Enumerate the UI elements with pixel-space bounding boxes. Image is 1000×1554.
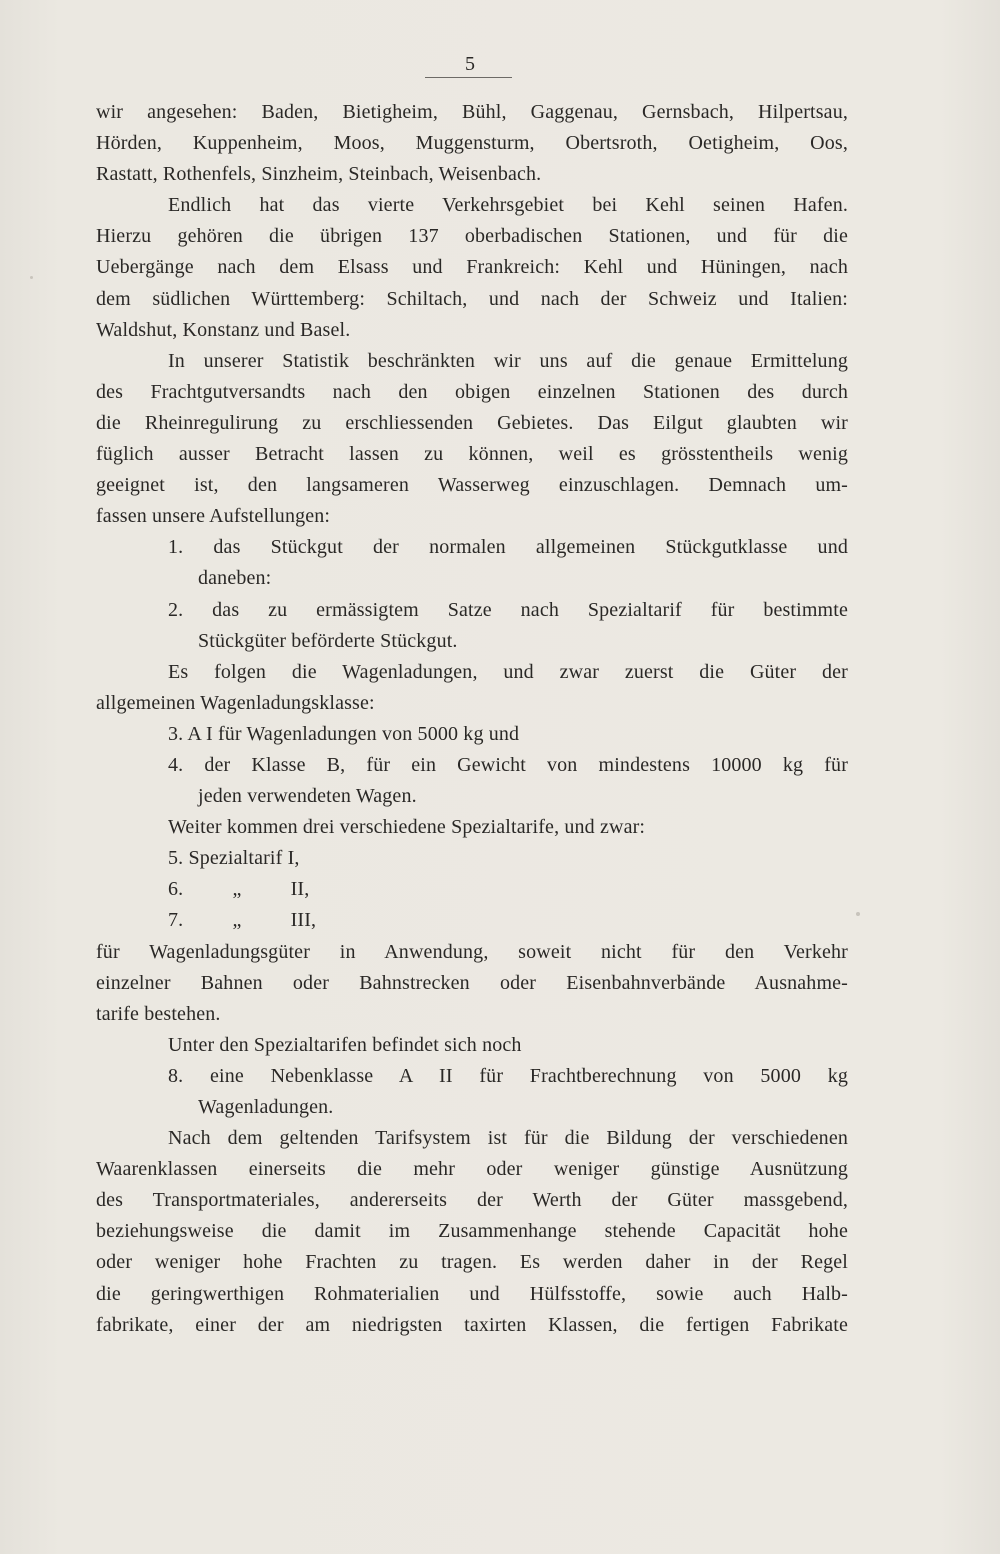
- list-item-line: 4. der Klasse B, für ein Gewicht von mindestens 10000 kg für: [168, 753, 848, 776]
- text-line: wir angesehen: Baden, Bietigheim, Bühl, Gaggenau, Gernsbach, Hilpertsau,: [96, 101, 848, 123]
- list-item-line: Stückgüter beförderte Stückgut.: [198, 629, 458, 652]
- text-line: tarife bestehen.: [96, 1002, 221, 1025]
- text-line: des Transportmateriales, andererseits der Werth der Güter massgebend,: [96, 1189, 848, 1212]
- list-item-line: 2. das zu ermässigtem Satze nach Spezialtarif für bestimmte: [168, 598, 848, 621]
- text-line: Weiter kommen drei verschiedene Spezialtarife, und zwar:: [168, 816, 646, 839]
- text-line: beziehungsweise die damit im Zusammenhange stehende Capacität hohe: [96, 1220, 848, 1243]
- text-line: fassen unsere Aufstellungen:: [96, 505, 331, 528]
- list-item-line: Wagenladungen.: [198, 1096, 334, 1118]
- text-line: In unserer Statistik beschränkten wir uns auf die genaue Ermittelung: [168, 349, 848, 372]
- text-line: Waldshut, Konstanz und Basel.: [96, 318, 351, 341]
- text-line: dem südlichen Württemberg: Schiltach, und nach der Schweiz und Italien:: [96, 287, 848, 310]
- paper-speck: [856, 912, 860, 916]
- text-line: füglich ausser Betracht lassen zu können, weil es grösstentheils wenig: [96, 443, 848, 466]
- body-text: [96, 97, 848, 1341]
- list-item-line: 6. „ II,: [168, 878, 310, 901]
- text-line: Nach dem geltenden Tarifsystem ist für die Bildung der verschiedenen: [168, 1127, 848, 1150]
- text-line: Endlich hat das vierte Verkehrsgebiet bei Kehl seinen Hafen.: [168, 194, 848, 217]
- page-number-rule: [425, 77, 512, 78]
- text-line: für Wagenladungsgüter in Anwendung, soweit nicht für den Verkehr: [96, 940, 848, 963]
- list-item-line: 7. „ III,: [168, 909, 317, 932]
- text-line: Rastatt, Rothenfels, Sinzheim, Steinbach, Weisenbach.: [96, 163, 542, 186]
- text-line: die Rheinregulirung zu erschliessenden Gebietes. Das Eilgut glaubten wir: [96, 411, 848, 434]
- text-line: Es folgen die Wagenladungen, und zwar zuerst die Güter der: [168, 660, 848, 683]
- text-line: allgemeinen Wagenladungsklasse:: [96, 691, 375, 714]
- text-line: Waarenklassen einerseits die mehr oder weniger günstige Ausnützung: [96, 1158, 848, 1181]
- text-line: des Frachtgutversandts nach den obigen einzelnen Stationen des durch: [96, 380, 848, 403]
- list-item-line: 5. Spezialtarif I,: [168, 847, 300, 870]
- text-line: Hörden, Kuppenheim, Moos, Muggensturm, Obertsroth, Oetigheim, Oos,: [96, 132, 848, 155]
- list-item-line: daneben:: [198, 567, 272, 590]
- page-number: 5: [465, 53, 475, 75]
- text-line: oder weniger hohe Frachten zu tragen. Es werden daher in der Regel: [96, 1251, 848, 1274]
- text-line: die geringwerthigen Rohmaterialien und Hülfsstoffe, sowie auch Halb-: [96, 1282, 848, 1305]
- list-item-line: 3. A I für Wagenladungen von 5000 kg und: [168, 722, 520, 745]
- text-line: Hierzu gehören die übrigen 137 oberbadischen Stationen, und für die: [96, 225, 848, 248]
- text-line: Unter den Spezialtarifen befindet sich noch: [168, 1033, 522, 1056]
- list-item-line: jeden verwendeten Wagen.: [198, 785, 417, 808]
- text-line: fabrikate, einer der am niedrigsten taxirten Klassen, die fertigen Fabrikate: [96, 1313, 848, 1336]
- text-line: einzelner Bahnen oder Bahnstrecken oder Eisenbahnverbände Ausnahme-: [96, 971, 848, 994]
- text-line: Uebergänge nach dem Elsass und Frankreich: Kehl und Hüningen, nach: [96, 256, 848, 279]
- text-line: geeignet ist, den langsameren Wasserweg einzuschlagen. Demnach um-: [96, 474, 848, 497]
- list-item-line: 8. eine Nebenklasse A II für Frachtberechnung von 5000 kg: [168, 1064, 848, 1087]
- paper-speck: [30, 276, 33, 279]
- list-item-line: 1. das Stückgut der normalen allgemeinen Stückgutklasse und: [168, 536, 848, 559]
